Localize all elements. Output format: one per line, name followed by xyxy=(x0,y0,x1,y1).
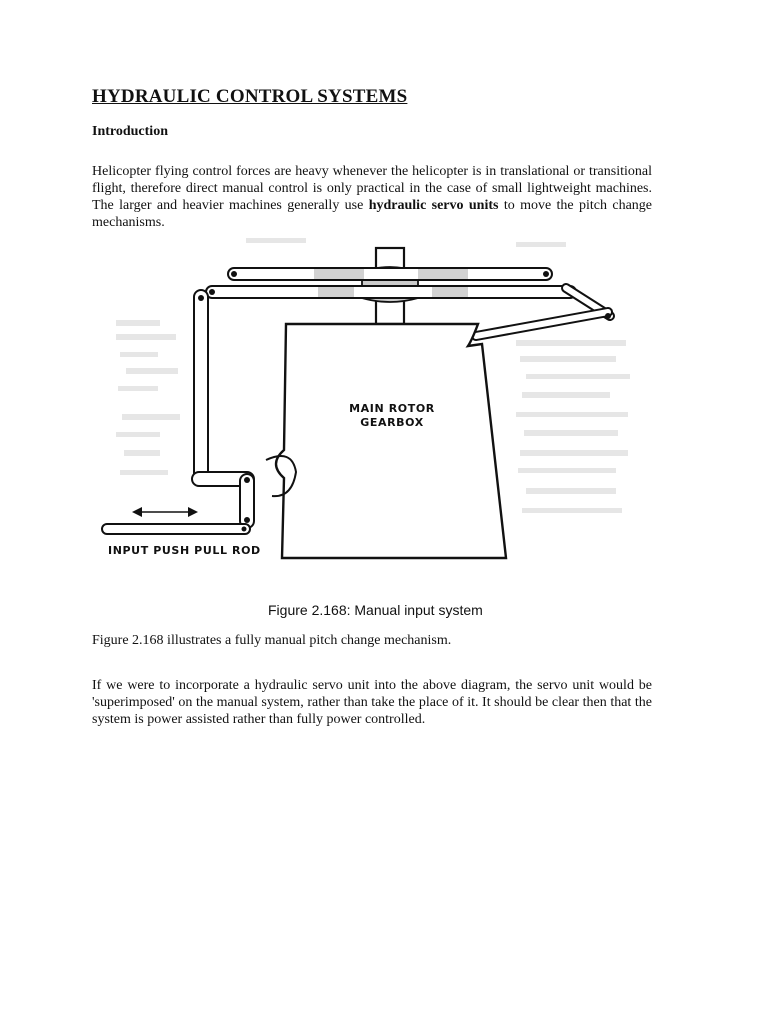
main-rotor-gearbox xyxy=(276,324,506,558)
figure-manual-input-system xyxy=(96,228,656,628)
intro-paragraph xyxy=(92,163,652,231)
intro-text-part2: to move the pitch change mechanisms. xyxy=(92,198,653,230)
figure-caption: Figure 2.168: Manual input system xyxy=(268,602,483,618)
servo-paragraph: If we were to incorporate a hydraulic servo unit into the above diagram, the servo unit would be 'superimposed' on the manual system, rather than take the place of it. It should be clear then that the system is power assisted rather than fully power controlled. xyxy=(92,678,652,727)
intro-text-part1: Helicopter flying control forces are heavy whenever the helicopter is in translational or transitional flight, therefore direct manual control is only practical in the case of small lightweight machines. The larger and heavier machines generally use xyxy=(92,164,652,213)
section-heading: Introduction xyxy=(92,124,168,139)
figure-reference-paragraph: Figure 2.168 illustrates a fully manual pitch change mechanism. xyxy=(92,633,452,648)
pitch-mechanism-diagram xyxy=(96,228,656,608)
upper-linkage-rod xyxy=(228,268,552,280)
gearbox-label-line2: GEARBOX xyxy=(360,416,424,429)
intro-bold-term: hydraulic servo units xyxy=(368,198,499,213)
gearbox-label-line1: MAIN ROTOR xyxy=(349,402,435,415)
left-vertical-link xyxy=(194,290,208,482)
lower-linkage-rod xyxy=(206,286,576,298)
document-title: HYDRAULIC CONTROL SYSTEMS xyxy=(92,86,408,107)
push-pull-arrow xyxy=(132,507,198,517)
input-rod-label: INPUT PUSH PULL ROD xyxy=(108,544,261,557)
input-push-pull-rod xyxy=(102,524,250,534)
